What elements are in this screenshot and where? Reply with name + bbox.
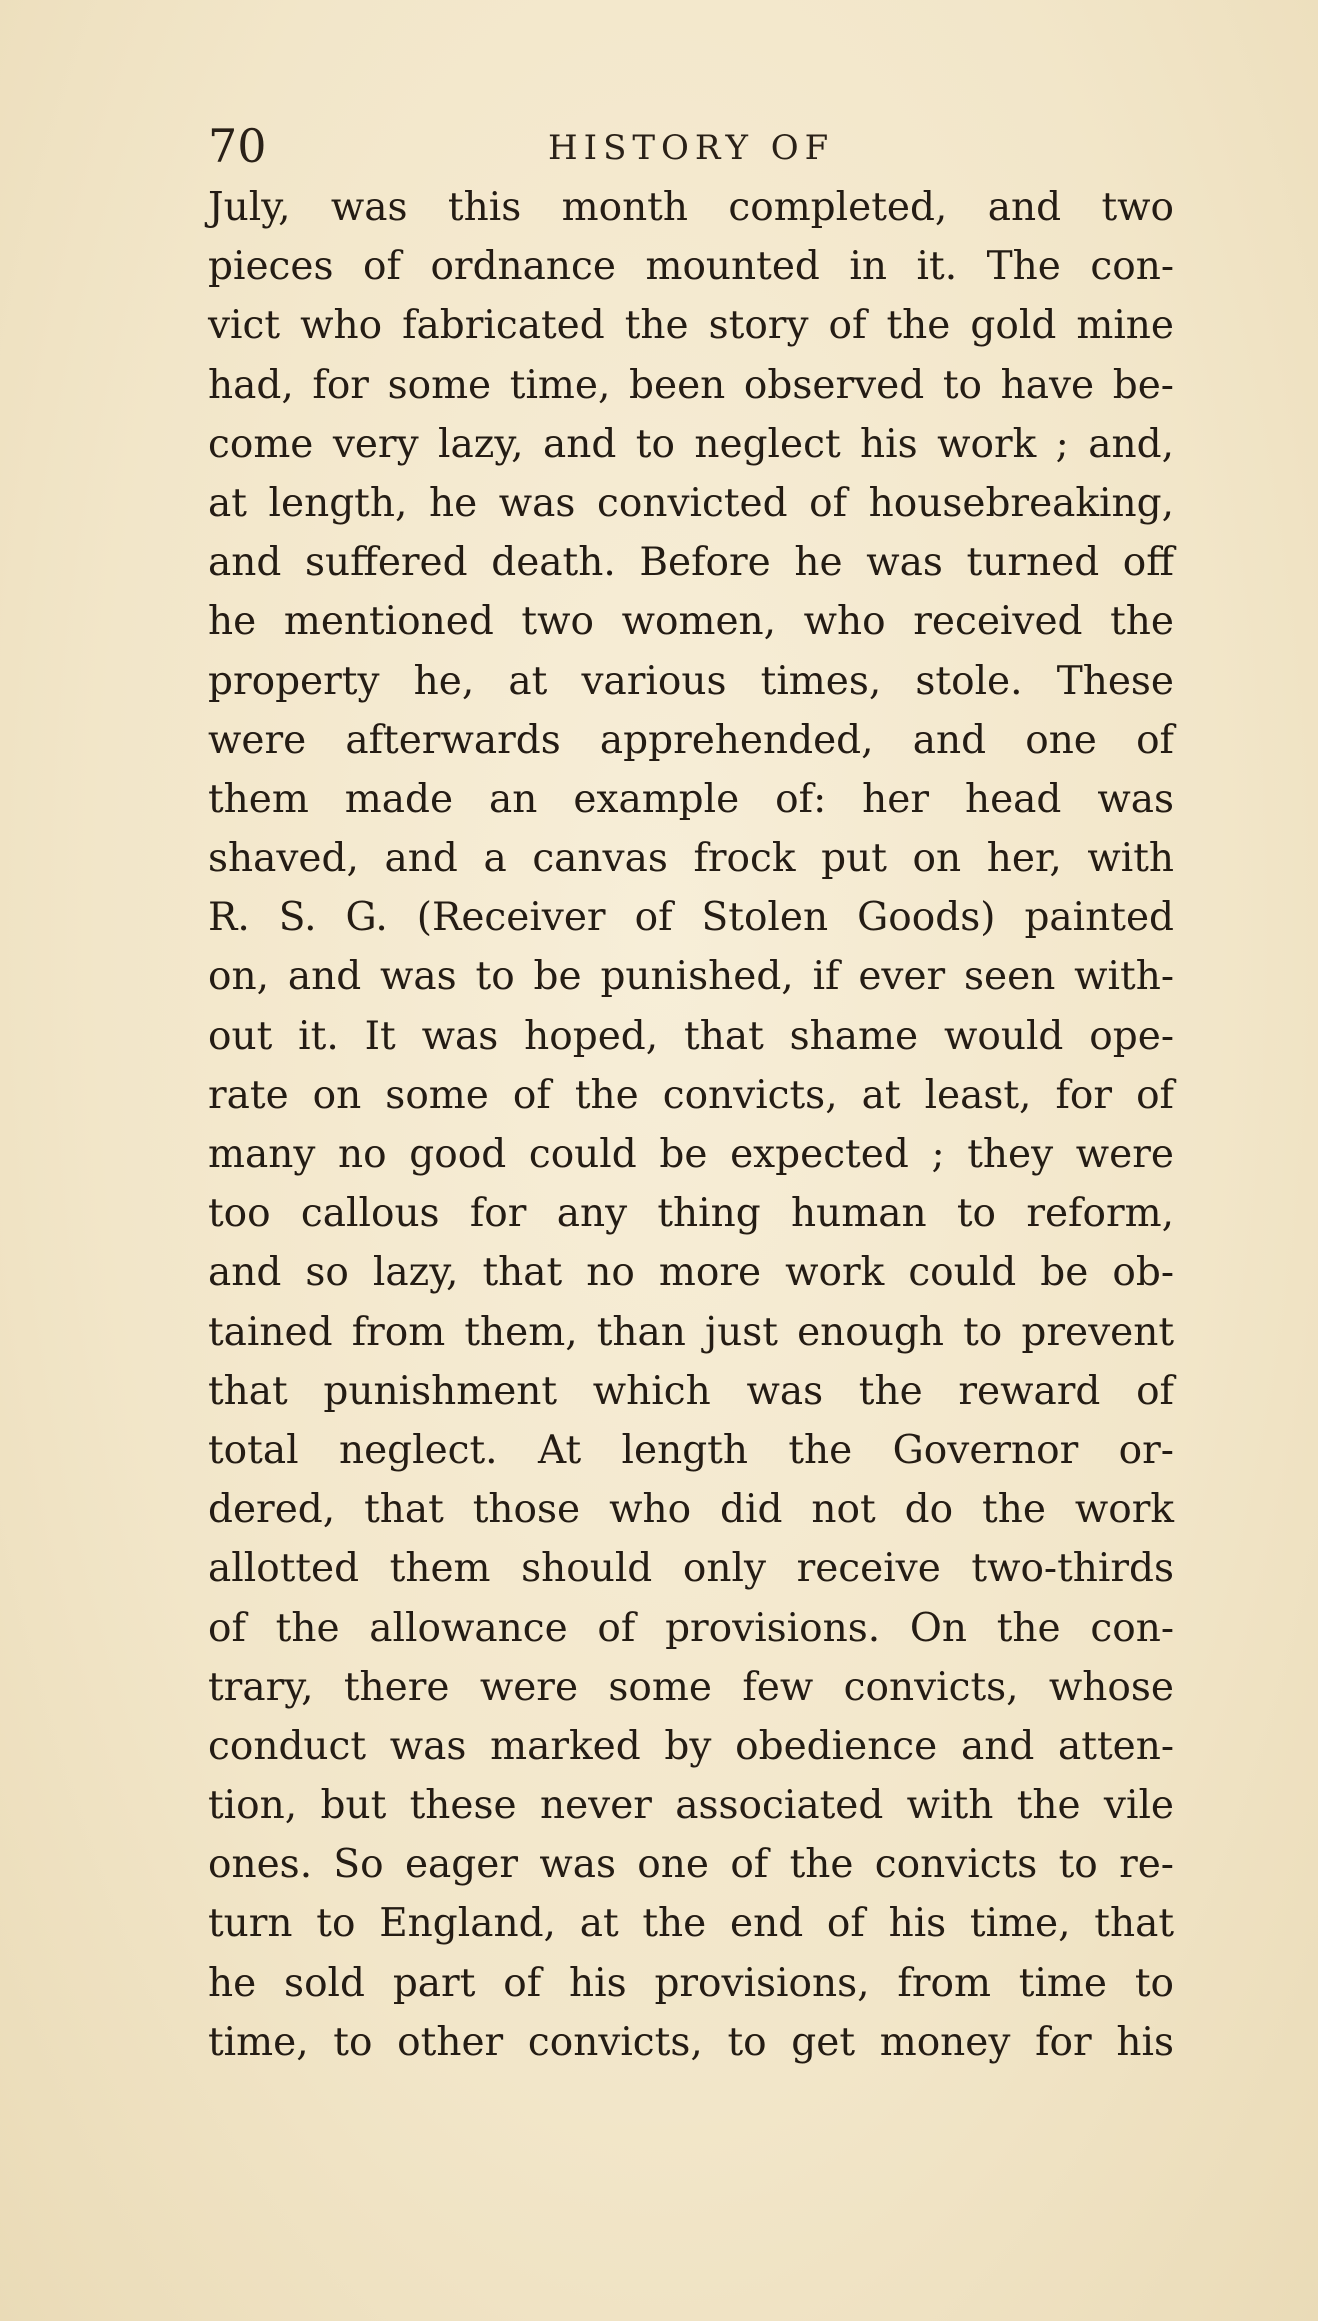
- text-line: ones. So eager was one of the convicts to re-: [208, 1842, 1174, 1888]
- text-line: conduct was marked by obedience and atten-: [208, 1723, 1174, 1769]
- text-line: dered, that those who did not do the work: [208, 1487, 1174, 1533]
- text-line: shaved, and a canvas frock put on her, with: [208, 836, 1174, 882]
- text-line: many no good could be expected ; they were: [208, 1132, 1174, 1177]
- text-line: rate on some of the convicts, at least, for of: [208, 1072, 1174, 1118]
- text-line: total neglect. At length the Governor or-: [208, 1427, 1174, 1473]
- text-line: tained from them, than just enough to prevent: [208, 1309, 1174, 1355]
- text-line: that punishment which was the reward of: [208, 1368, 1174, 1414]
- text-line: tion, but these never associated with the vile: [208, 1783, 1174, 1829]
- text-line: and suffered death. Before he was turned off: [208, 540, 1174, 586]
- text-line: and so lazy, that no more work could be ob-: [208, 1250, 1174, 1296]
- text-line: vict who fabricated the story of the gold mine: [208, 303, 1174, 349]
- text-line: at length, he was convicted of housebreaking,: [208, 480, 1174, 526]
- running-head: [208, 116, 1168, 176]
- text-line: time, to other convicts, to get money for his: [208, 2019, 1174, 2065]
- text-line: R. S. G. (Receiver of Stolen Goods) painted: [208, 895, 1174, 941]
- page-number: 70: [208, 119, 267, 173]
- running-title: HISTORY OF: [548, 128, 835, 168]
- text-line: property he, at various times, stole. These: [208, 658, 1174, 704]
- text-line: too callous for any thing human to reform,: [208, 1191, 1174, 1237]
- text-line: he mentioned two women, who received the: [208, 599, 1174, 645]
- text-line: allotted them should only receive two-thirds: [208, 1546, 1174, 1592]
- text-line: on, and was to be punished, if ever seen with-: [208, 954, 1174, 1000]
- text-line: he sold part of his provisions, from time to: [208, 1960, 1174, 2006]
- body-text: [208, 178, 1174, 2072]
- text-line: of the allowance of provisions. On the con-: [208, 1605, 1174, 1651]
- text-line: were afterwards apprehended, and one of: [208, 717, 1174, 763]
- text-line: July, was this month completed, and two: [208, 185, 1174, 230]
- text-line: turn to England, at the end of his time, that: [208, 1901, 1174, 1947]
- text-line: trary, there were some few convicts, whose: [208, 1664, 1174, 1710]
- text-line: pieces of ordnance mounted in it. The con-: [208, 244, 1174, 290]
- text-line: them made an example of: her head was: [208, 776, 1174, 822]
- text-line: come very lazy, and to neglect his work ; and,: [208, 421, 1174, 467]
- text-line: out it. It was hoped, that shame would ope-: [208, 1013, 1174, 1059]
- text-line: had, for some time, been observed to have be-: [208, 362, 1174, 408]
